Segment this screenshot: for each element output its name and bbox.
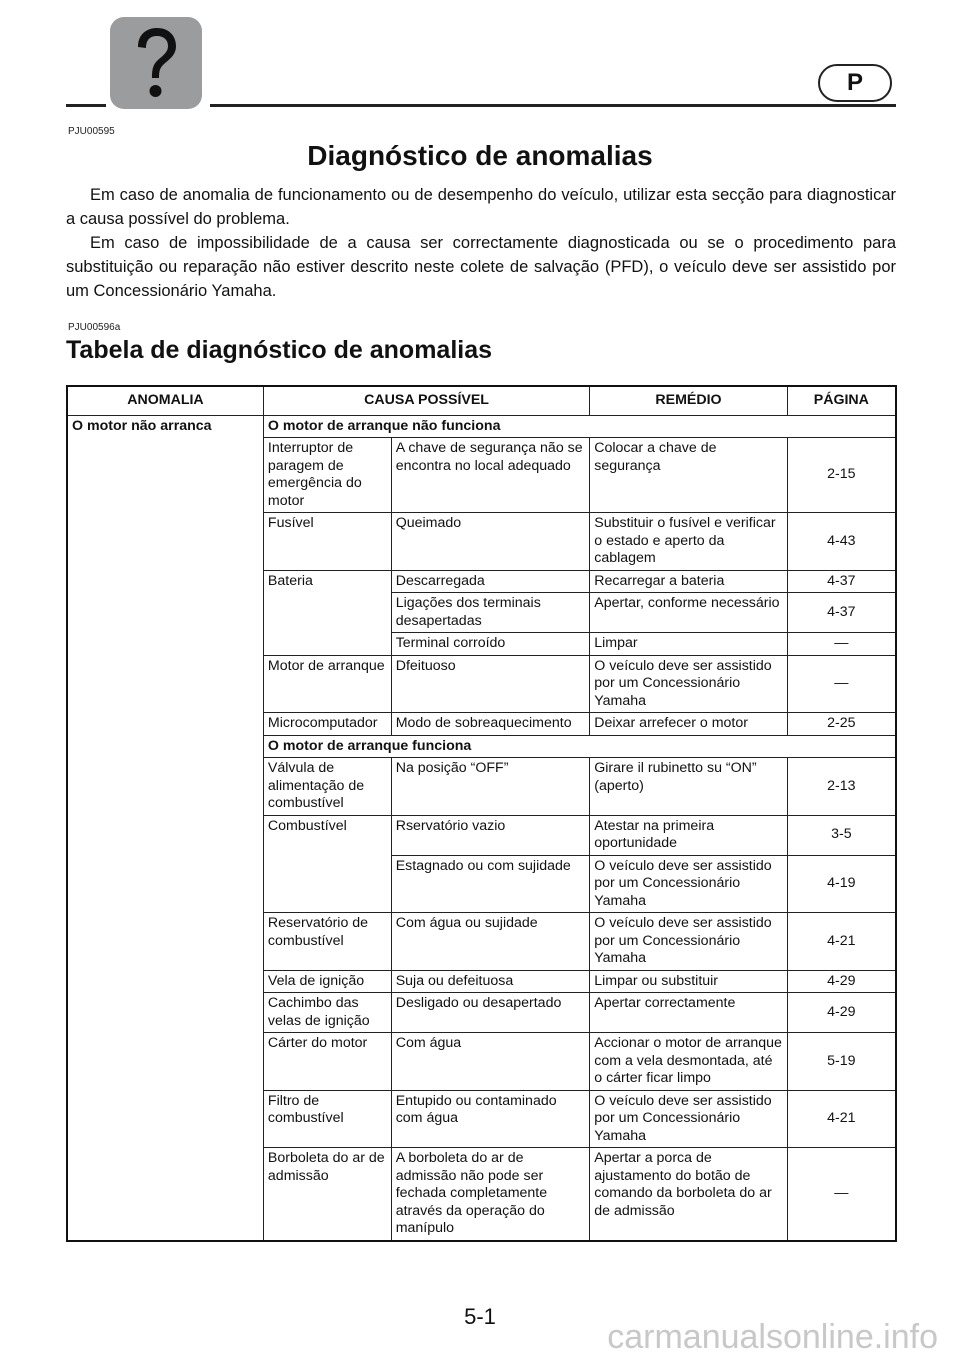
- page-cell: 4-29: [787, 970, 896, 993]
- page-cell: —: [787, 633, 896, 656]
- cause-cell: Na posição “OFF”: [391, 758, 590, 816]
- cause-cell: Com água: [391, 1033, 590, 1091]
- component-cell: Fusível: [263, 513, 391, 571]
- page-cell: 5-19: [787, 1033, 896, 1091]
- cause-cell: Ligações dos terminais desapertadas: [391, 593, 590, 633]
- component-cell: Motor de arranque: [263, 655, 391, 713]
- remedy-cell: Apertar correctamente: [590, 993, 787, 1033]
- page-cell: 4-37: [787, 593, 896, 633]
- section-code: PJU00596a: [68, 322, 121, 333]
- intro-text: [66, 183, 896, 303]
- cause-cell: Com água ou sujidade: [391, 913, 590, 971]
- header-anomalia: ANOMALIA: [67, 386, 263, 415]
- remedy-cell: Atestar na primeira oportunidade: [590, 815, 787, 855]
- cause-cell: A chave de segurança não se encontra no local adequado: [391, 438, 590, 513]
- section-code: PJU00595: [68, 126, 115, 137]
- page-cell: 2-25: [787, 713, 896, 736]
- page-number: 5-1: [464, 1304, 496, 1329]
- page-cell: 4-37: [787, 570, 896, 593]
- component-cell: Combustível: [263, 815, 391, 913]
- page-cell: —: [787, 1148, 896, 1241]
- component-cell: Microcomputador: [263, 713, 391, 736]
- component-cell: Reservatório de combustível: [263, 913, 391, 971]
- header-rule-right: [210, 104, 896, 107]
- intro-paragraph: Em caso de impossibilidade de a causa ser correctamente diagnosticada ou se o procedimento para substituição ou reparação não estiver descrito neste colete de salvação (PFD), o veículo deve ser assistido por um Concessionário Yamaha.: [66, 234, 896, 300]
- remedy-cell: Limpar: [590, 633, 787, 656]
- remedy-cell: Deixar arrefecer o motor: [590, 713, 787, 736]
- page-cell: 3-5: [787, 815, 896, 855]
- component-cell: Interruptor de paragem de emergência do motor: [263, 438, 391, 513]
- remedy-cell: O veículo deve ser assistido por um Concessionário Yamaha: [590, 1090, 787, 1148]
- header-remedio: REMÉDIO: [590, 386, 787, 415]
- component-cell: Cachimbo das velas de ignição: [263, 993, 391, 1033]
- page-title: Diagnóstico de anomalias: [307, 140, 653, 171]
- remedy-cell: Substituir o fusível e verificar o estado e aperto da cablagem: [590, 513, 787, 571]
- page-cell: 4-19: [787, 855, 896, 913]
- remedy-cell: O veículo deve ser assistido por um Concessionário Yamaha: [590, 655, 787, 713]
- page-cell: 4-21: [787, 913, 896, 971]
- cause-cell: Desligado ou desapertado: [391, 993, 590, 1033]
- page-cell: 4-29: [787, 993, 896, 1033]
- cause-cell: Suja ou defeituosa: [391, 970, 590, 993]
- table-header-row: [67, 386, 896, 415]
- anomaly-cell: O motor não arranca: [67, 415, 263, 1241]
- cause-cell: Queimado: [391, 513, 590, 571]
- cause-cell: Estagnado ou com sujidade: [391, 855, 590, 913]
- page-cell: 2-13: [787, 758, 896, 816]
- intro-paragraph: Em caso de anomalia de funcionamento ou de desempenho do veículo, utilizar esta secção para diagnosticar a causa possível do problema.: [66, 186, 896, 228]
- cause-cell: Modo de sobreaquecimento: [391, 713, 590, 736]
- remedy-cell: Recarregar a bateria: [590, 570, 787, 593]
- remedy-cell: O veículo deve ser assistido por um Concessionário Yamaha: [590, 855, 787, 913]
- remedy-cell: Limpar ou substituir: [590, 970, 787, 993]
- language-badge: P: [818, 64, 892, 102]
- diagnosis-table: [66, 385, 897, 1242]
- header-rule-left: [66, 104, 106, 107]
- page-cell: 4-21: [787, 1090, 896, 1148]
- header-causa: CAUSA POSSÍVEL: [263, 386, 589, 415]
- cause-cell: Dfeituoso: [391, 655, 590, 713]
- component-cell: Borboleta do ar de admissão: [263, 1148, 391, 1241]
- component-cell: Bateria: [263, 570, 391, 655]
- remedy-cell: Apertar, conforme necessário: [590, 593, 787, 633]
- remedy-cell: Colocar a chave de segurança: [590, 438, 787, 513]
- component-cell: Cárter do motor: [263, 1033, 391, 1091]
- header-pagina: PÁGINA: [787, 386, 896, 415]
- remedy-cell: O veículo deve ser assistido por um Concessionário Yamaha: [590, 913, 787, 971]
- page-cell: —: [787, 655, 896, 713]
- cause-cell: Terminal corroído: [391, 633, 590, 656]
- component-cell: Válvula de alimentação de combustível: [263, 758, 391, 816]
- cause-cell: Rservatório vazio: [391, 815, 590, 855]
- remedy-cell: Girare il rubinetto su “ON” (aperto): [590, 758, 787, 816]
- group-title: O motor de arranque funciona: [263, 735, 896, 758]
- watermark: carmanualsonline.info: [607, 1318, 938, 1356]
- cause-cell: Entupido ou contaminado com água: [391, 1090, 590, 1148]
- page-cell: 2-15: [787, 438, 896, 513]
- question-mark-icon: [110, 17, 202, 109]
- remedy-cell: Accionar o motor de arranque com a vela desmontada, até o cárter ficar limpo: [590, 1033, 787, 1091]
- component-cell: Vela de ignição: [263, 970, 391, 993]
- cause-cell: Descarregada: [391, 570, 590, 593]
- group-row: [67, 415, 896, 438]
- remedy-cell: Apertar a porca de ajustamento do botão de comando da borboleta do ar de admissão: [590, 1148, 787, 1241]
- table-title: Tabela de diagnóstico de anomalias: [66, 336, 493, 364]
- component-cell: Filtro de combustível: [263, 1090, 391, 1148]
- cause-cell: A borboleta do ar de admissão não pode ser fechada completamente através da operação do manípulo: [391, 1148, 590, 1241]
- group-title: O motor de arranque não funciona: [263, 415, 896, 438]
- page-cell: 4-43: [787, 513, 896, 571]
